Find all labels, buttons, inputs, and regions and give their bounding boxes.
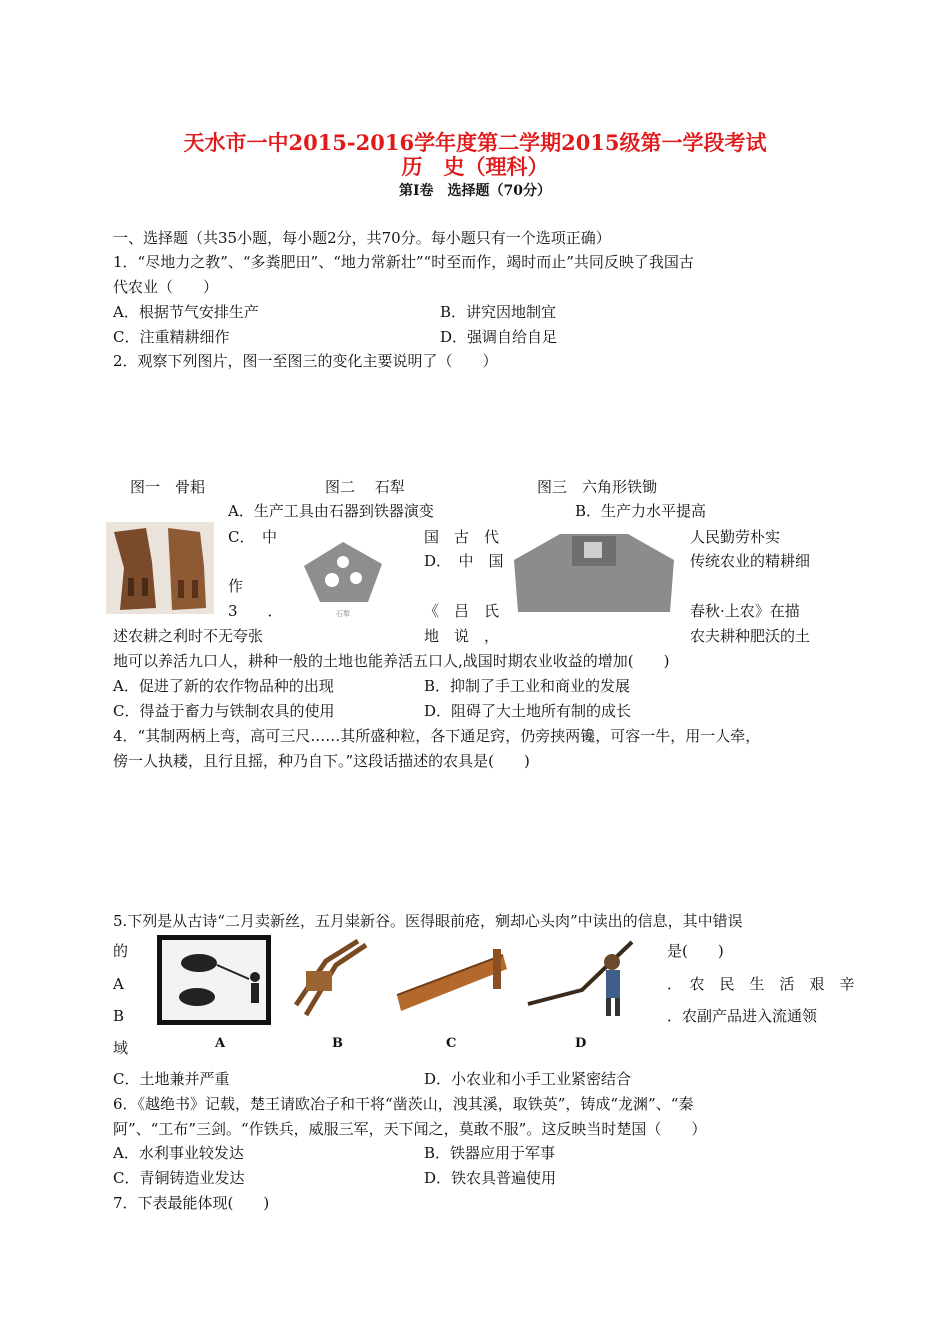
q5-left-4: 域	[113, 1039, 129, 1057]
q5-left-1: 的	[113, 942, 129, 960]
q6-stem-line1: 6．《越绝书》记载，楚王请欧冶子和干将“凿茨山，洩其溪，取铁英”，铸成“龙渊”、“秦	[113, 1095, 694, 1113]
q3-option-c: C．得益于畜力与铁制农具的使用	[113, 702, 335, 720]
stone-plow-image	[298, 536, 388, 620]
q1-stem-line2: 代农业（ ）	[113, 278, 219, 296]
farmer-plow-image	[522, 932, 642, 1024]
q2-option-c-part1: C． 中	[228, 528, 277, 546]
q4-stem-line1: 4．“其制两柄上弯，高可三尺……其所盛种粒，各下通足窍，仍旁挟两镵，可容一牛，用一人牵，	[113, 727, 761, 745]
q5-right-1: 是( )	[667, 942, 724, 960]
q3-stem-part3: 春秋·上农》在描	[690, 602, 800, 620]
q2-option-b: B．生产力水平提高	[575, 502, 707, 520]
q5-stem-line1: 5.下列是从古诗“二月卖新丝，五月粜新谷。医得眼前疮，剜却心头肉”中读出的信息，其中错误	[113, 912, 743, 930]
q3-option-a: A．促进了新的农作物品种的出现	[113, 677, 334, 695]
q3-stem-part6: 农夫耕种肥沃的土	[690, 627, 811, 645]
q3-stem-line3: 地可以养活九口人，耕种一般的土地也能养活五口人,战国时期农业收益的增加( )	[113, 652, 670, 670]
q3-stem-part1: 3 ．	[228, 602, 283, 620]
exam-title: 天水市一中2015-2016学年度第二学期2015级第一学段考试	[183, 130, 767, 155]
q5-right-3: ．农副产品进入流通领	[667, 1007, 818, 1025]
q5-image-label-c: C	[446, 1036, 457, 1051]
q2-option-d-part2: 传统农业的精耕细	[690, 552, 811, 570]
q1-stem-line1: 1．“尽地力之教”、“多粪肥田”、“地力常新壮”“时至而作，竭时而止”共同反映了我国古	[113, 253, 694, 271]
q2-option-a: A．生产工具由石器到铁器演变	[228, 502, 434, 520]
ox-plowing-rubbing-image	[157, 935, 271, 1025]
q5-image-label-b: B	[332, 1036, 343, 1051]
q5-left-2: A	[113, 975, 124, 993]
q5-option-d: D．小农业和小手工业紧密结合	[424, 1070, 632, 1088]
q3-stem-part5: 地 说 ，	[424, 627, 500, 645]
q2-option-d-part3: 作	[228, 577, 244, 595]
q6-option-c: C．青铜铸造业发达	[113, 1169, 245, 1187]
water-wheel-image	[393, 935, 511, 1025]
seed-drill-image	[286, 935, 378, 1025]
q1-option-b: B．讲究因地制宜	[440, 303, 557, 321]
q1-option-a: A．根据节气安排生产	[113, 303, 259, 321]
subject-title: 历 史（理科）	[401, 154, 549, 179]
q6-stem-line2: 阿”、“工布”三剑。“作铁兵，威服三军，天下闻之，莫敢不服”。这反映当时楚国（ ）	[113, 1120, 707, 1138]
bone-spade-image	[106, 522, 214, 614]
q5-image-label-a: A	[215, 1036, 226, 1051]
q3-option-d: D．阻碍了大土地所有制的成长	[424, 702, 632, 720]
q5-image-label-d: D	[575, 1036, 587, 1051]
q2-option-c-part2: 国 古 代	[424, 528, 500, 546]
q1-option-c: C．注重精耕细作	[113, 328, 230, 346]
q2-fig1-caption: 图一 骨耜	[130, 478, 206, 496]
q3-stem-part2: 《 吕 氏	[424, 602, 500, 620]
q5-left-3: B	[113, 1007, 125, 1025]
q3-stem-part4: 述农耕之利时不无夸张	[113, 627, 264, 645]
svg-text:石犁: 石犁	[336, 610, 350, 618]
q1-option-d: D．强调自给自足	[440, 328, 558, 346]
section-heading: 一、选择题（共35小题，每小题2分，共70分。每小题只有一个选项正确）	[113, 229, 611, 247]
q2-fig2-caption: 图二 石犁	[325, 478, 405, 496]
q6-option-a: A．水利事业较发达	[113, 1144, 244, 1162]
part-title: 第Ⅰ卷 选择题（70分）	[398, 183, 552, 199]
q2-fig3-caption: 图三 六角形铁锄	[537, 478, 658, 496]
q2-option-d-part1: D． 中 国	[424, 552, 504, 570]
q6-option-b: B．铁器应用于军事	[424, 1144, 556, 1162]
q5-right-2: ． 农 民 生 活 艰 辛	[667, 975, 855, 993]
q6-option-d: D．铁农具普遍使用	[424, 1169, 557, 1187]
q7-stem: 7．下表最能体现( )	[113, 1194, 270, 1212]
q4-stem-line2: 傍一人执耧，且行且摇，种乃自下。”这段话描述的农具是( )	[113, 752, 530, 770]
q2-stem: 2．观察下列图片，图一至图三的变化主要说明了（ ）	[113, 352, 498, 370]
q5-option-c: C．土地兼并严重	[113, 1070, 230, 1088]
q2-option-c-part3: 人民勤劳朴实	[690, 528, 781, 546]
iron-hoe-image	[510, 526, 678, 616]
q3-option-b: B．抑制了手工业和商业的发展	[424, 677, 631, 695]
